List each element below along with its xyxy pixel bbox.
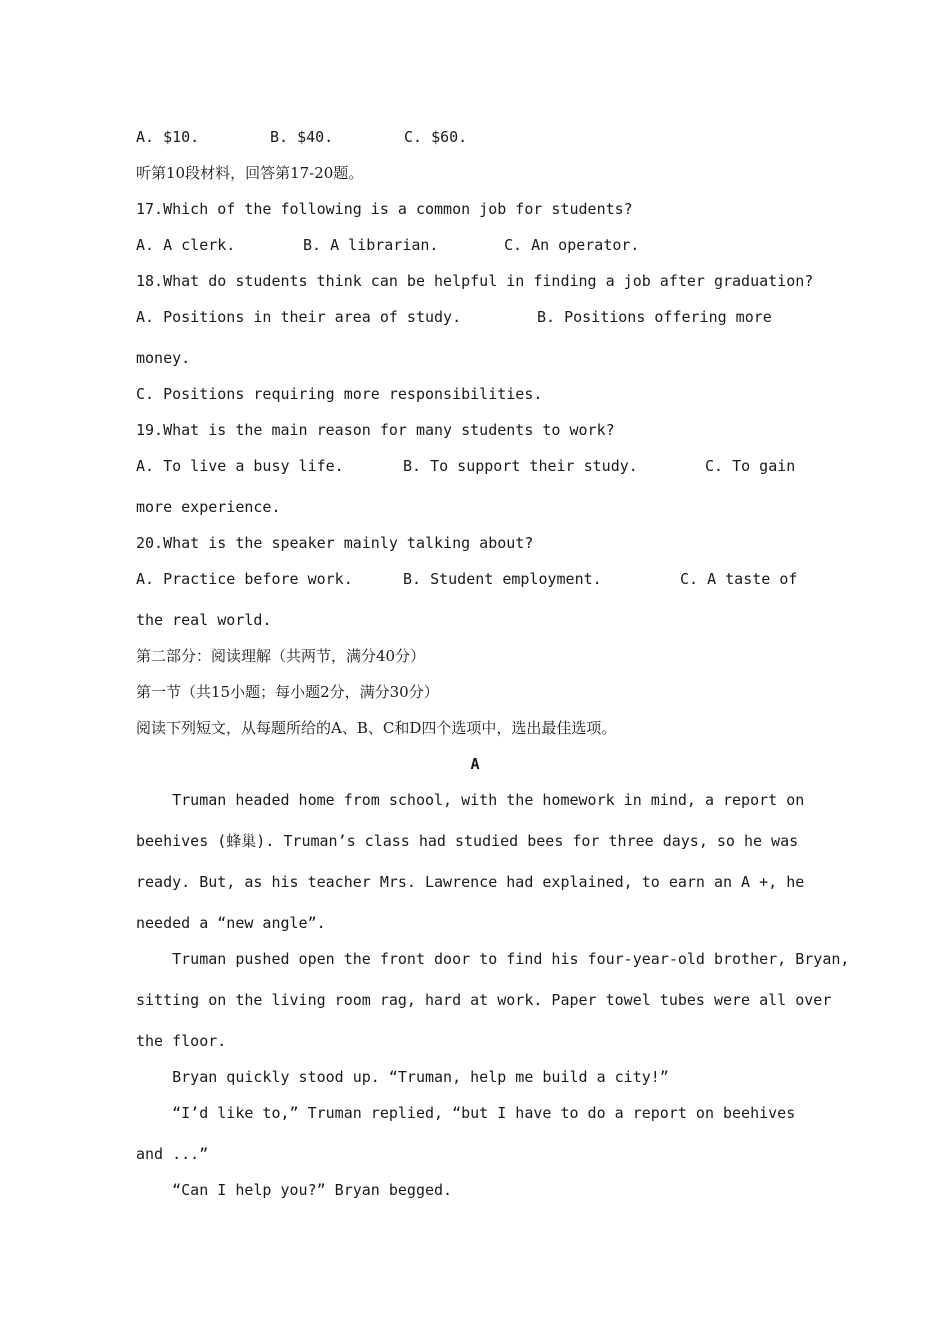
section1-title: 第一节（共15小题；每小题2分，满分30分） [136,683,439,701]
q20-option-b: B. Student employment. [403,570,602,588]
passage-line: Bryan quickly stood up. “Truman, help me build a city!” [136,1068,669,1086]
passage-line: “I’d like to,” Truman replied, “but I have to do a report on beehives [136,1104,796,1122]
q17-stem: 17.Which of the following is a common job for students? [136,200,633,218]
passage-line: sitting on the living room rag, hard at work. Paper towel tubes were all over [136,991,832,1009]
q17-option-c: C. An operator. [504,236,640,254]
q17-option-a: A. A clerk. [136,236,236,254]
q16-option-b: B. $40. [270,128,334,146]
q16-option-a: A. $10. [136,128,200,146]
q18-option-a: A. Positions in their area of study. [136,308,462,326]
q20-option-c-continued: the real world. [136,611,272,629]
passage-line: beehives (蜂巢). Truman’s class had studied bees for three days, so he was [136,832,799,850]
q18-stem: 18.What do students think can be helpful in finding a job after graduation? [136,272,814,290]
passage-line: the floor. [136,1032,227,1050]
passage-line: Truman headed home from school, with the homework in mind, a report on [136,791,805,809]
passage-label: A [470,755,480,773]
q19-option-b: B. To support their study. [403,457,638,475]
q16-option-c: C. $60. [404,128,468,146]
q18-option-b-continued: money. [136,349,191,367]
passage-line: Truman pushed open the front door to find his four-year-old brother, Bryan, [136,950,850,968]
q20-option-c: C. A taste of [680,570,798,588]
passage-line: needed a “new angle”. [136,914,326,932]
q19-option-c-continued: more experience. [136,498,281,516]
q18-option-c: C. Positions requiring more responsibilities. [136,385,543,403]
q19-option-c: C. To gain [705,457,796,475]
q20-option-a: A. Practice before work. [136,570,353,588]
q17-option-b: B. A librarian. [303,236,439,254]
passage-line: “Can I help you?” Bryan begged. [136,1181,453,1199]
passage-line: and ...” [136,1145,209,1163]
q19-option-a: A. To live a busy life. [136,457,344,475]
reading-instructions: 阅读下列短文，从每题所给的A、B、C和D四个选项中，选出最佳选项。 [136,719,617,737]
passage-line: ready. But, as his teacher Mrs. Lawrence had explained, to earn an A +, he [136,873,805,891]
q18-option-b: B. Positions offering more [537,308,772,326]
q19-stem: 19.What is the main reason for many students to work? [136,421,615,439]
section10-intro: 听第10段材料，回答第17-20题。 [136,164,364,182]
q20-stem: 20.What is the speaker mainly talking about? [136,534,534,552]
part2-title: 第二部分：阅读理解（共两节，满分40分） [136,647,426,665]
